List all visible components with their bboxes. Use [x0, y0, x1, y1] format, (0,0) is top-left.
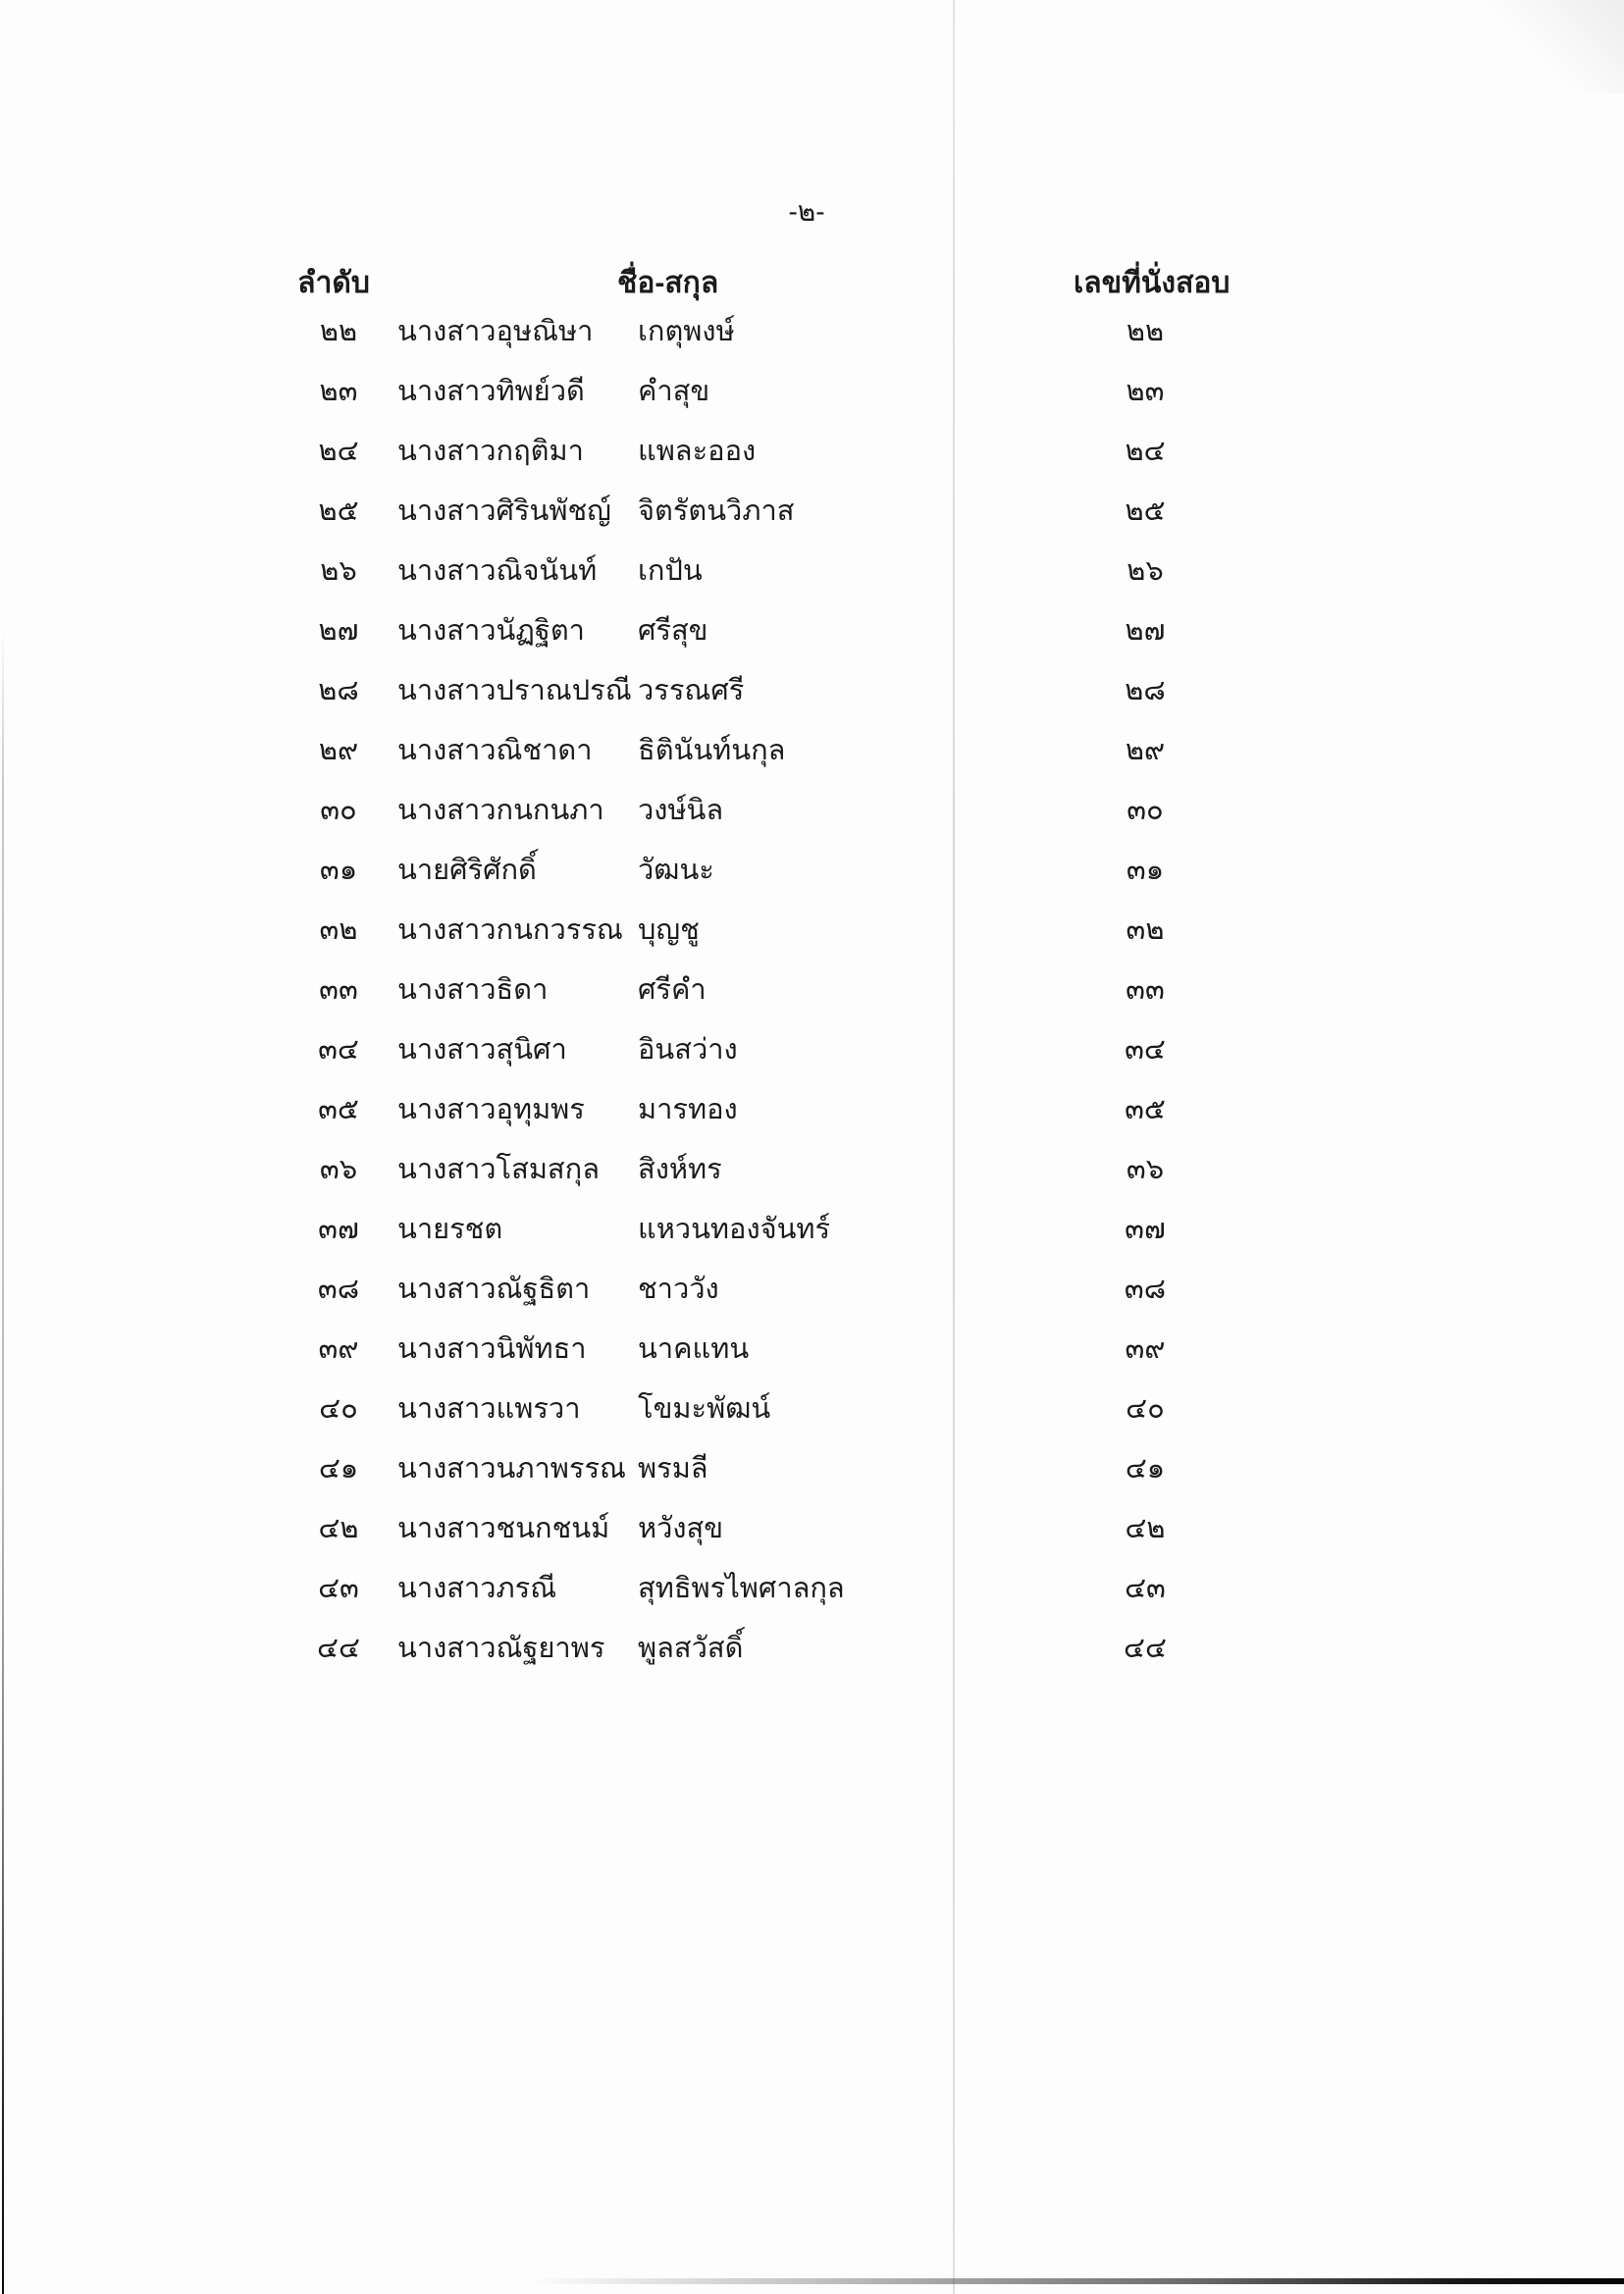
seat-cell: ๓๙: [1125, 1333, 1166, 1365]
first-name-cell: นางสาวสุนิศา: [397, 1034, 567, 1066]
column-header-seat: เลขที่นั่งสอบ: [1074, 267, 1231, 299]
first-name-cell: นางสาวอุทุมพร: [397, 1094, 585, 1125]
column-header-order: ลำดับ: [297, 267, 370, 299]
first-name-cell: นางสาวณิจนันท์: [397, 555, 598, 587]
order-cell: ๔๔: [317, 1633, 360, 1664]
table-row: [0, 1320, 1624, 1380]
table-row: [0, 422, 1624, 482]
last-name-cell: ศรีคำ: [638, 974, 707, 1006]
first-name-cell: นางสาวณัฐยาพร: [397, 1633, 605, 1664]
table-row: [0, 302, 1624, 362]
table-row: [0, 661, 1624, 721]
table-row: [0, 1619, 1624, 1679]
first-name-cell: นางสาวแพรวา: [397, 1393, 581, 1425]
table-row: [0, 841, 1624, 901]
last-name-cell: ชาววัง: [638, 1274, 719, 1305]
last-name-cell: หวังสุข: [638, 1513, 724, 1544]
last-name-cell: วงษ์นิล: [638, 795, 724, 826]
order-cell: ๓๕: [318, 1094, 359, 1125]
table-row: [0, 721, 1624, 781]
seat-cell: ๓๒: [1126, 914, 1165, 946]
first-name-cell: นางสาวธิดา: [397, 974, 549, 1006]
first-name-cell: นางสาวชนกชนม์: [397, 1513, 610, 1544]
table-row: [0, 961, 1624, 1020]
seat-cell: ๓๑: [1126, 855, 1165, 886]
order-cell: ๓๗: [318, 1214, 359, 1245]
last-name-cell: โขมะพัฒน์: [638, 1393, 771, 1425]
seat-cell: ๓๘: [1124, 1274, 1167, 1305]
last-name-cell: พูลสวัสดิ์: [638, 1633, 744, 1664]
table-row: [0, 1499, 1624, 1559]
seat-cell: ๓๔: [1125, 1034, 1166, 1066]
order-cell: ๒๓: [319, 376, 358, 407]
order-cell: ๓๒: [319, 914, 358, 946]
seat-cell: ๒๙: [1125, 735, 1166, 766]
order-cell: ๒๖: [320, 555, 357, 587]
first-name-cell: นางสาวอุษณิษา: [397, 316, 594, 347]
first-name-cell: นางสาวกฤติมา: [397, 436, 584, 467]
order-cell: ๓๘: [317, 1274, 360, 1305]
last-name-cell: วัฒนะ: [638, 855, 714, 886]
first-name-cell: นางสาวศิรินพัชญ์: [397, 495, 611, 527]
seat-cell: ๒๒: [1126, 316, 1165, 347]
first-name-cell: นางสาวณัฐธิตา: [397, 1274, 591, 1305]
seat-cell: ๔๓: [1125, 1573, 1166, 1604]
table-row: [0, 1260, 1624, 1320]
seat-cell: ๒๖: [1126, 555, 1164, 587]
order-cell: ๔๐: [319, 1393, 358, 1425]
last-name-cell: แพละออง: [638, 436, 757, 467]
last-name-cell: ธิตินันท์นกุล: [638, 735, 786, 766]
seat-cell: ๓๖: [1126, 1154, 1165, 1185]
table-row: [0, 1380, 1624, 1439]
first-name-cell: นางสาวทิพย์วดี: [397, 376, 585, 407]
first-name-cell: นางสาวกนกวรรณ: [397, 914, 623, 946]
last-name-cell: แหวนทองจันทร์: [638, 1214, 831, 1245]
order-cell: ๓๙: [318, 1333, 359, 1365]
first-name-cell: นางสาวณิชาดา: [397, 735, 593, 766]
table-row: [0, 1439, 1624, 1499]
order-cell: ๒๙: [318, 735, 359, 766]
order-cell: ๓๐: [320, 795, 357, 826]
table-row: [0, 601, 1624, 661]
first-name-cell: นายรชต: [397, 1214, 503, 1245]
first-name-cell: นายศิริศักดิ์: [397, 855, 537, 886]
seat-cell: ๔๒: [1125, 1513, 1166, 1544]
first-name-cell: นางสาวนิพัทธา: [397, 1333, 587, 1365]
last-name-cell: นาคแทน: [638, 1333, 750, 1365]
table-row: [0, 1080, 1624, 1140]
first-name-cell: นางสาวภรณี: [397, 1573, 557, 1604]
last-name-cell: อินสว่าง: [638, 1034, 738, 1066]
order-cell: ๒๕: [318, 495, 359, 527]
order-cell: ๓๓: [319, 974, 358, 1006]
order-cell: ๓๑: [319, 855, 358, 886]
page-number: -๒-: [788, 196, 825, 227]
last-name-cell: สุทธิพรไพศาลกุล: [638, 1573, 845, 1604]
seat-cell: ๔๐: [1126, 1393, 1165, 1425]
scan-edge-bottom: [530, 2278, 1624, 2284]
order-cell: ๓๖: [319, 1154, 358, 1185]
last-name-cell: พรมลี: [638, 1453, 708, 1485]
table-row: [0, 542, 1624, 601]
first-name-cell: นางสาวโสมสกุล: [397, 1154, 600, 1185]
seat-cell: ๒๔: [1125, 436, 1166, 467]
seat-cell: ๓๕: [1125, 1094, 1166, 1125]
seat-cell: ๔๔: [1124, 1633, 1167, 1664]
seat-cell: ๓๐: [1126, 795, 1164, 826]
seat-cell: ๒๗: [1125, 615, 1166, 647]
table-row: [0, 901, 1624, 961]
last-name-cell: ศรีสุข: [638, 615, 708, 647]
last-name-cell: มารทอง: [638, 1094, 738, 1125]
first-name-cell: นางสาวนภาพรรณ: [397, 1453, 626, 1485]
order-cell: ๔๑: [318, 1453, 359, 1485]
order-cell: ๔๓: [318, 1573, 359, 1604]
table-row: [0, 1020, 1624, 1080]
table-header-row: [0, 259, 1624, 308]
last-name-cell: จิตรัตนวิภาส: [638, 495, 795, 527]
table-row: [0, 362, 1624, 422]
first-name-cell: นางสาวกนกนภา: [397, 795, 604, 826]
column-header-name: ชื่อ-สกุล: [617, 267, 719, 299]
seat-cell: ๓๓: [1126, 974, 1165, 1006]
last-name-cell: บุญชู: [638, 914, 700, 946]
table-body: [0, 302, 1624, 1679]
table-row: [0, 781, 1624, 841]
last-name-cell: เกปัน: [638, 555, 703, 587]
table-row: [0, 1200, 1624, 1260]
order-cell: ๔๒: [318, 1513, 359, 1544]
order-cell: ๒๘: [318, 675, 359, 706]
last-name-cell: สิงห์ทร: [638, 1154, 722, 1185]
last-name-cell: คำสุข: [638, 376, 710, 407]
seat-cell: ๔๑: [1125, 1453, 1166, 1485]
seat-cell: ๒๕: [1125, 495, 1166, 527]
table-row: [0, 482, 1624, 542]
table-row: [0, 1140, 1624, 1200]
order-cell: ๒๔: [318, 436, 359, 467]
table-row: [0, 1559, 1624, 1619]
seat-cell: ๒๓: [1126, 376, 1165, 407]
order-cell: ๒๒: [319, 316, 358, 347]
last-name-cell: วรรณศรี: [638, 675, 745, 706]
scan-corner-shade: [1457, 0, 1624, 93]
seat-cell: ๒๘: [1125, 675, 1166, 706]
first-name-cell: นางสาวนัฏฐิตา: [397, 615, 585, 647]
order-cell: ๒๗: [318, 615, 359, 647]
first-name-cell: นางสาวปราณปรณี: [397, 675, 632, 706]
last-name-cell: เกตุพงษ์: [638, 316, 735, 347]
seat-cell: ๓๗: [1125, 1214, 1166, 1245]
order-cell: ๓๔: [318, 1034, 359, 1066]
